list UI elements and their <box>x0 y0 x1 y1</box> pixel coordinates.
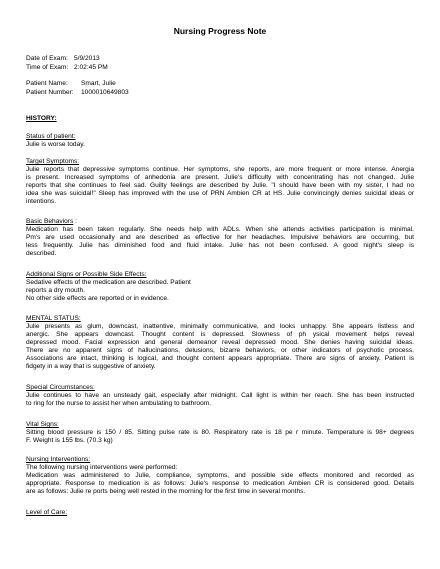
exam-date-value: 5/9/2013 <box>74 55 100 62</box>
vital-signs-heading: Vital Signs: <box>26 421 59 428</box>
exam-time-value: 2:02:45 PM <box>74 64 108 71</box>
exam-time-row <box>26 64 108 72</box>
level-of-care-heading: Level of Care: <box>26 509 68 516</box>
status-line: Julie is worse today. <box>26 141 85 148</box>
vital-signs-line: Sitting blood pressure is 150 / 85. Sitting pulse rate is 80. Respiratory rate is 18 pe r minute. Temperature is 98+ degrees <box>26 429 414 436</box>
basic-behaviors-heading-row <box>26 218 77 226</box>
page-title: Nursing Progress Note <box>173 26 267 36</box>
patient-number-label: Patient Number: <box>26 89 74 96</box>
target-symptoms-line: is present. Increased symptoms of anhedonia are present. Julie's difficulty with concentrating has not changed. Julie <box>26 174 414 181</box>
mental-status-line: depressed mood. Facial expression and general demeanor reveal depressed mood. She denies having suicidal ideas. <box>26 339 414 346</box>
mental-status-line: There are no apparent signs of hallucinations, delusions, bizarre behaviors, or other indicators of psychotic process. <box>26 347 414 354</box>
target-symptoms-line: Julie reports that depressive symptoms continue. Her symptoms, she reports, are more frequent or more intense. Anergia <box>26 166 414 173</box>
mental-status-heading: MENTAL STATUS: <box>26 315 81 322</box>
target-symptoms-line: idea she was suicidal!" Sleep has improved with the use of PRN Ambien CR at HS. Julie convincingly denies suicidal ideas or <box>26 190 414 197</box>
nursing-interventions-line: The following nursing interventions were performed: <box>26 464 178 471</box>
vital-signs-line: F. Weight is 155 lbs. (70.3 kg) <box>26 437 113 444</box>
basic-behaviors-line: Pm's are used occasionally and are described as effective for her headaches. Impulsive behaviors are occurring, but <box>26 234 414 241</box>
mental-status-line: anergic. She appears downcast. Thought content is depressed. Slowness of ph ysical movement helps reveal <box>26 331 414 338</box>
target-symptoms-heading: Target Symptoms: <box>26 158 80 165</box>
basic-behaviors-heading: Basic Behaviors <box>26 218 74 225</box>
target-symptoms-line: intentions. <box>26 198 57 205</box>
patient-name-row <box>26 80 116 88</box>
basic-behaviors-line: described. <box>26 250 57 257</box>
patient-name-label: Patient Name: <box>26 80 68 87</box>
basic-behaviors-line: Medication has been taken regularly. She needs help with ADLs. When she attends activities participation is minimal. <box>26 226 414 233</box>
mental-status-line: Julie presents as glum, downcast, inattentive, minimally communicative, and looks unhappy. She appears listless and <box>26 323 414 330</box>
mental-status-line: fidgety in a way that is suggestive of anxiety. <box>26 363 156 370</box>
nursing-interventions-line: Medication was administered to Julie, compliance, symptoms, and possible side effects monitored and recorded as <box>26 472 414 479</box>
target-symptoms-line: reports that she continues to feel sad. Guilty feelings are described by Julie. "I should have been with my sister, I had no <box>26 182 414 189</box>
patient-name-value: Smart, Julie <box>81 80 116 87</box>
additional-signs-line: No other side effects are reported or in evidence. <box>26 295 169 302</box>
basic-behaviors-colon: : <box>75 218 77 225</box>
exam-date-row <box>26 55 100 63</box>
additional-signs-line: reports a dry mouth. <box>26 287 86 294</box>
history-heading: HISTORY: <box>26 115 57 122</box>
patient-number-value: 1000010649803 <box>81 89 129 96</box>
additional-signs-line: Sedative effects of the medication are described. Patient <box>26 279 191 286</box>
status-heading: Status of patient: <box>26 133 76 140</box>
special-circumstances-line: to ring for the nurse to assist her when ambulating to bathroom. <box>26 400 212 407</box>
mental-status-line: Associations are intact, thinking is logical, and thought content appears appropriate. There are signs of anxiety. Patient is <box>26 355 414 362</box>
nursing-interventions-line: appropriate. Response to medication is as follows: Julie's response to medication Ambien CR is considered good. Details <box>26 480 414 487</box>
exam-time-label: Time of Exam: <box>26 64 69 71</box>
nursing-interventions-line: are as follows: Julie re ports being well rested in the morning for the first time in several months. <box>26 488 306 495</box>
patient-number-row <box>26 89 129 97</box>
nursing-interventions-heading: Nursing Interventions: <box>26 456 91 463</box>
additional-signs-heading: Additional Signs or Possible Side Effects: <box>26 271 147 278</box>
basic-behaviors-line: less frequently. Julie has diminished food and fluid intake. Julie has not been confused. A good night's sleep is <box>26 242 414 249</box>
exam-date-label: Date of Exam: <box>26 55 68 62</box>
special-circumstances-heading: Special Circumstances: <box>26 384 95 391</box>
special-circumstances-line: Julie continues to have an unsteady gait, especially after midnight. Call light is within her reach. She has been instructed <box>26 392 414 399</box>
